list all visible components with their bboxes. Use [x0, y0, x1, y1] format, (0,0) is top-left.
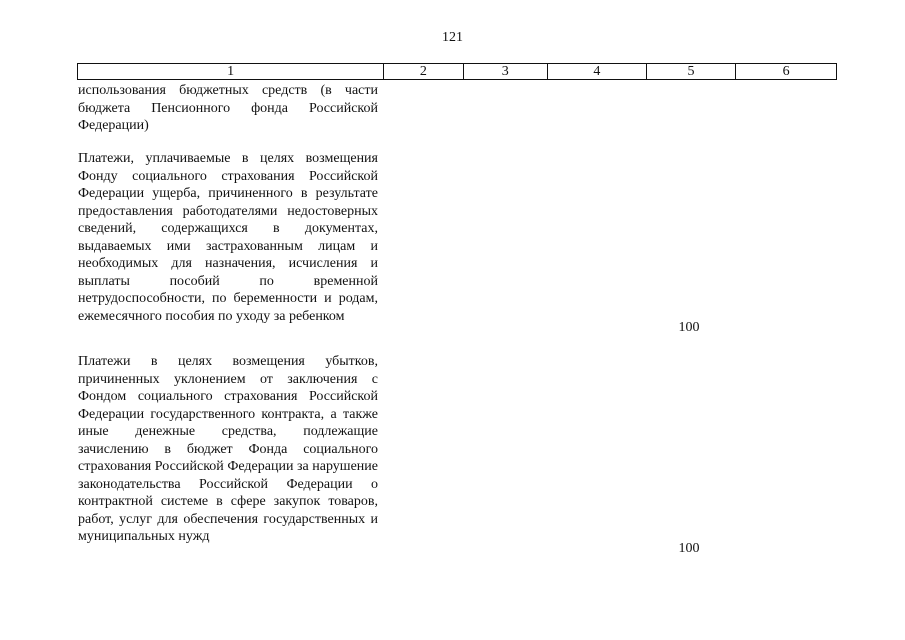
header-col-4: 4: [548, 64, 647, 80]
header-col-3: 3: [463, 64, 547, 80]
row-text-insurance-damage: Платежи, уплачиваемые в целях возмещения Фонду социального страхования Российской Федерации ущерба, причиненного в результате предоставления работодателями недостоверных сведений, содержащихся в документах, выдаваемых ими застрахованным лицам и необходимых для назначения, исчисления и выплаты пособий по временной нетрудоспособности, по беременности и родам, ежемесячного пособия по уходу за ребенком: [78, 151, 378, 324]
row-value-contract-losses: 100: [678, 541, 700, 556]
header-row: [78, 64, 837, 80]
row-value-insurance-damage: 100: [678, 320, 700, 335]
page-number: 121: [442, 30, 463, 45]
row-text-continuation: использования бюджетных средств (в части бюджета Пенсионного фонда Российской Федерации): [78, 83, 378, 133]
header-col-6: 6: [736, 64, 837, 80]
row-text-contract-losses: Платежи в целях возмещения убытков, причиненных уклонением от заключения с Фондом социального страхования Российской Федерации государственного контракта, а также иные денежные средства, подлежащие зачислению в бюджет Фонда социального страхования Российской Федерации за нарушение законодательства Российской Федерации о контрактной системе в сфере закупок товаров, работ, услуг для обеспечения государственных и муниципальных нужд: [78, 354, 378, 544]
table-header: [77, 63, 837, 80]
header-col-2: 2: [384, 64, 463, 80]
header-col-5: 5: [646, 64, 736, 80]
header-col-1: 1: [78, 64, 384, 80]
